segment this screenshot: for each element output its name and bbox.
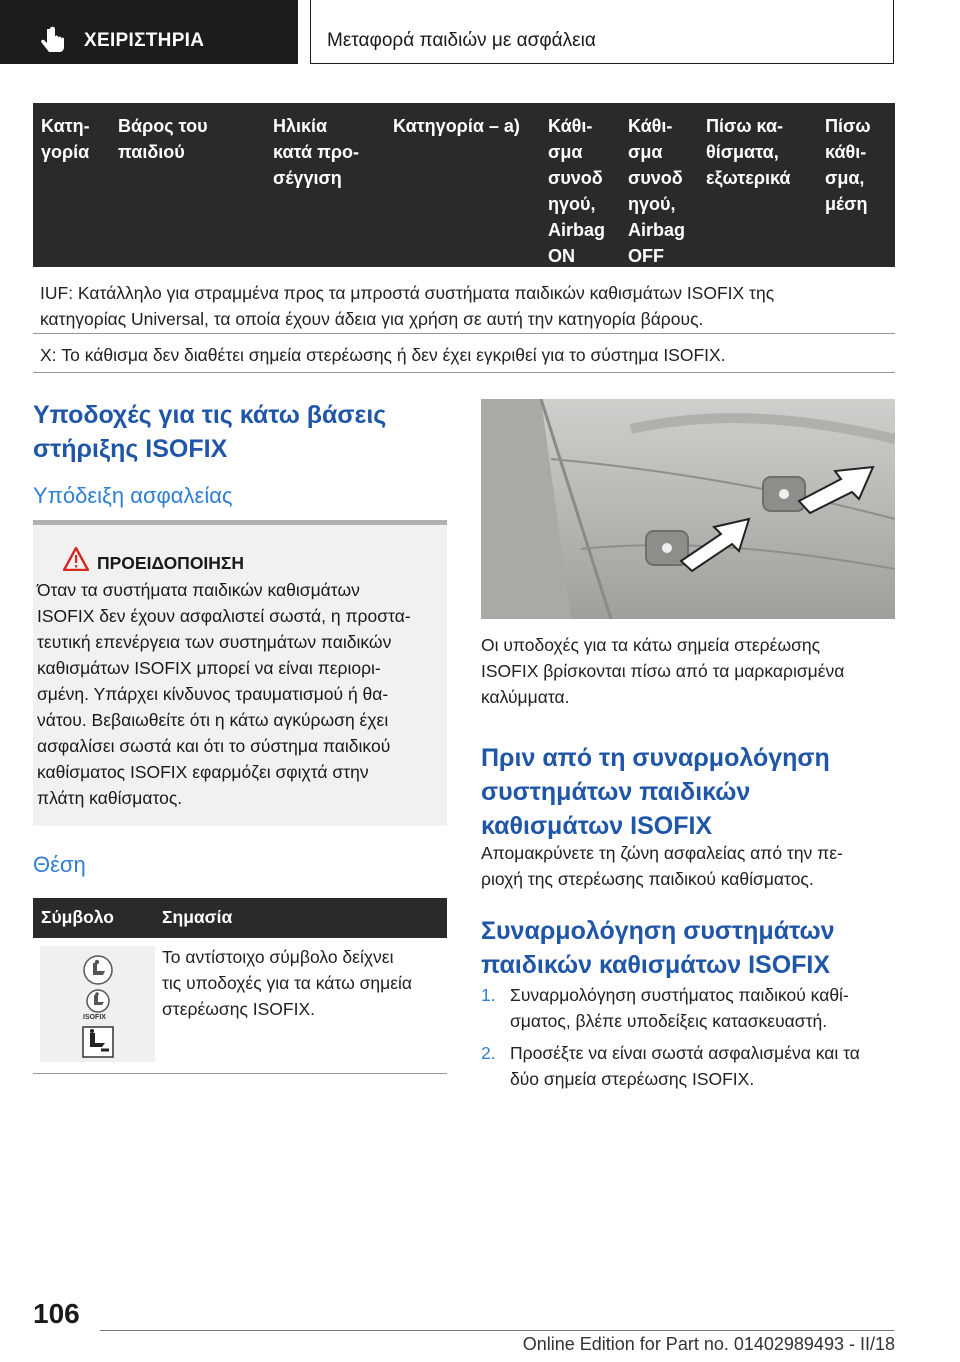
symbol-meaning: Το αντίστοιχο σύμβολο δείχνει τις υποδοχές για τα κάτω σημεία στερέωσης ISOFIX.: [162, 947, 413, 1019]
section-tab: [0, 0, 298, 64]
symbol-table-header: [33, 898, 447, 938]
list-item: 2. Προσέξτε να είναι σωστά ασφαλισμένα και τα δύο σημεία στερέωσης ISOFIX.: [481, 1043, 860, 1089]
col-passenger-airbag-on: Κάθι- σμα συνοδ ηγού, Airbag ON: [548, 116, 606, 266]
category-table-header: [33, 103, 895, 267]
col-age: Ηλικία κατά προ- σέγγιση: [273, 116, 360, 188]
warning-box: [33, 520, 447, 826]
col-weight: Βάρος του παιδιού: [118, 116, 208, 162]
divider: [33, 372, 895, 373]
subheading-safety-note: Υπόδειξη ασφαλείας: [33, 483, 233, 508]
rear-seat-isofix-illustration: [481, 399, 895, 619]
isofix-seat-photo: [481, 399, 895, 619]
divider: [33, 333, 895, 334]
col-meaning: Σημασία: [162, 907, 233, 927]
col-rear-outer: Πίσω κα- θίσματα, εξωτερικά: [706, 116, 791, 188]
warning-triangle-icon: [63, 547, 89, 571]
edition-text: Online Edition for Part no. 01402989493 - II/18: [522, 1334, 895, 1354]
symbol-cell: [40, 946, 155, 1062]
divider: [33, 1073, 447, 1074]
heading-assembly: Συναρμολόγηση συστημάτων παιδικών καθισμάτων ISOFIX: [481, 917, 835, 979]
photo-caption: Οι υποδοχές για τα κάτω σημεία στερέωσης ISOFIX βρίσκονται πίσω από τα μαρκαρισμένα καλύμματα.: [481, 635, 845, 707]
col-symbol: Σύμβολο: [41, 907, 114, 927]
topic-title: Μεταφορά παιδιών με ασφάλεια: [327, 30, 596, 51]
col-passenger-airbag-off: Κάθι- σμα συνοδ ηγού, Airbag OFF: [628, 116, 686, 266]
remove-belt-text: Απομακρύνετε τη ζώνη ασφαλείας από την πε- ριοχή της στερέωσης παιδικού καθίσματος.: [481, 843, 843, 889]
warning-title: ΠΡΟΕΙΔΟΠΟΙΗΣΗ: [97, 553, 245, 573]
section-title: ΧΕΙΡΙΣΤΗΡΙΑ: [84, 30, 205, 51]
child-seat-icon: [82, 954, 114, 986]
page-number: 106: [33, 1298, 80, 1329]
step-list: [481, 982, 895, 1094]
isofix-label: ISOFIX: [83, 1014, 106, 1021]
note-iuf: IUF: Κατάλληλο για στραμμένα προς τα μπροστά συστήματα παιδικών καθισμάτων ISOFIX της κατηγορίας Universal, τα οποία έχουν άδεια για χρήση σε αυτή την κατηγορία βάρους.: [40, 283, 775, 329]
note-x: X: Το κάθισμα δεν διαθέτει σημεία στερέωσης ή δεν έχει εγκριθεί για το σύστημα ISOFIX.: [40, 345, 726, 365]
col-category-a: Κατηγορία – a): [393, 116, 520, 136]
list-item: 1. Συναρμολόγηση συστήματος παιδικού καθί- σματος, βλέπε υποδείξεις κατασκευαστή.: [481, 985, 849, 1031]
section-heading-isofix-mounts: Υποδοχές για τις κάτω βάσεις στήριξης ISOFIX: [33, 401, 387, 463]
topic-header: [310, 0, 894, 64]
heading-before-assembly: Πριν από τη συναρμολόγηση συστημάτων παιδικών καθισμάτων ISOFIX: [481, 744, 830, 840]
hand-pointer-icon: [38, 26, 68, 56]
isofix-anchor-icon: [82, 1026, 114, 1058]
footer-rule: [100, 1330, 894, 1331]
warning-text: Όταν τα συστήματα παιδικών καθισμάτων ISOFIX δεν έχουν ασφαλιστεί σωστά, η προστα- τευτική επενέργεια των συστημάτων παιδικών καθισμάτων ISOFIX μπορεί να είναι περιορι- σμένη. Υπάρχει κίνδυνος τραυματισμού ή θα- νάτου. Βεβαιωθείτε ότι η κάτω αγκύρωση έχει ασφαλίσει σωστά και ότι το σύστημα παιδικού καθίσματος ISOFIX εφαρμόζει σφιχτά στην πλάτη καθίσματος.: [37, 580, 411, 808]
col-category: Κατη- γορία: [41, 116, 90, 162]
col-rear-middle: Πίσω κάθι- σμα, μέση: [825, 116, 871, 214]
subheading-position: Θέση: [33, 852, 86, 877]
